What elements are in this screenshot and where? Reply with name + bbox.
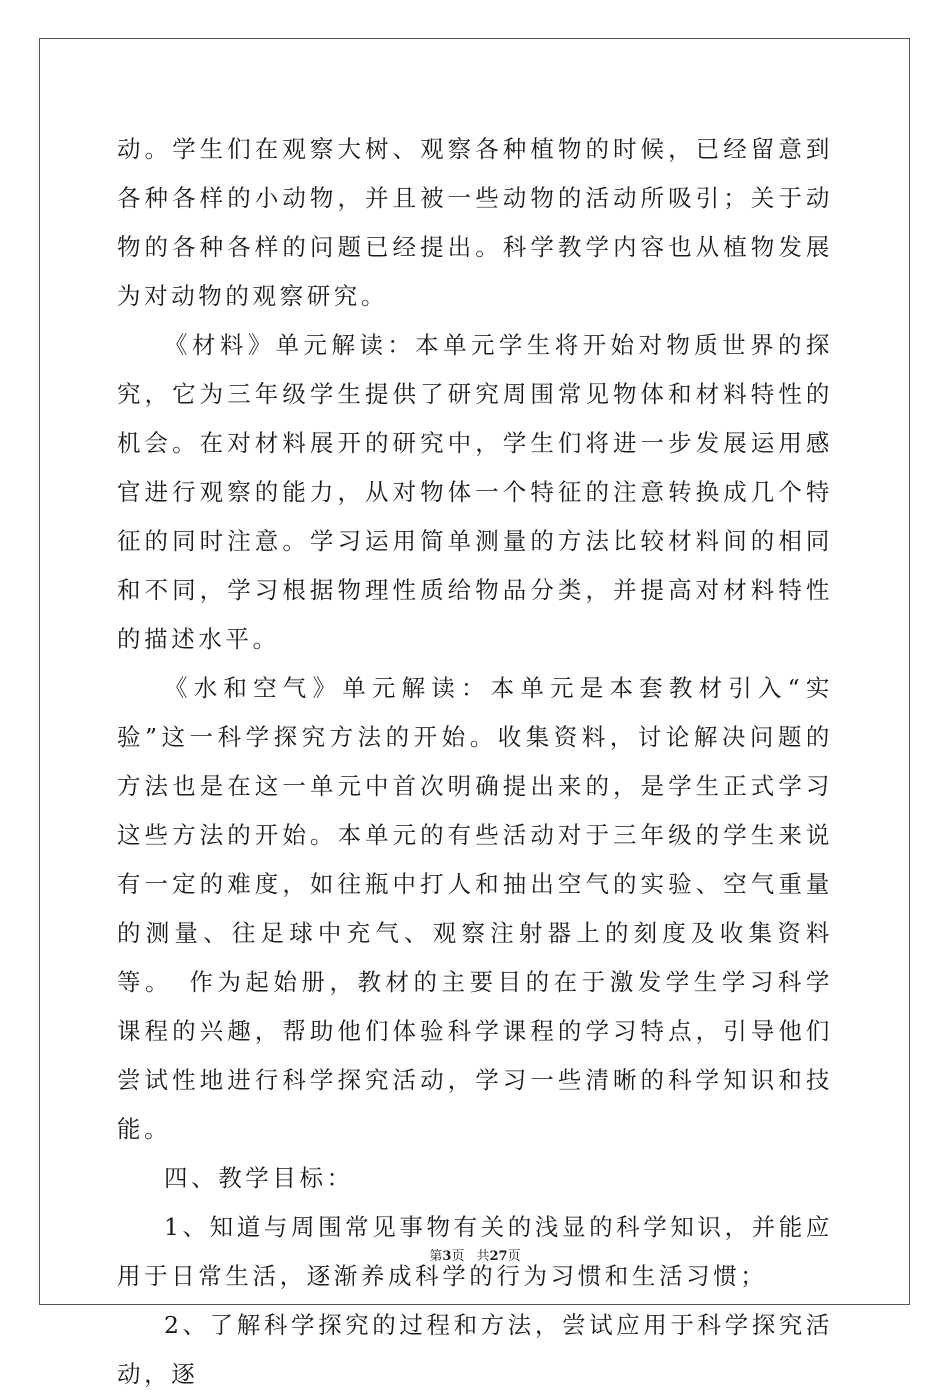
page-number: 3 <box>442 1249 452 1264</box>
page-prefix: 第 <box>429 1249 443 1264</box>
goal-item-2: 2、了解科学探究的过程和方法，尝试应用于科学探究活动，逐 <box>117 1311 833 1388</box>
total-prefix: 共 <box>476 1249 490 1264</box>
page-footer <box>0 1248 950 1266</box>
document-body <box>117 125 833 1399</box>
page-suffix: 页 <box>451 1249 465 1264</box>
total-suffix: 页 <box>507 1249 521 1264</box>
section-heading-teaching-goals: 四、教学目标： <box>164 1164 354 1192</box>
goal-item-1: 1、知道与周围常见事物有关的浅显的科学知识，并能应用于日常生活，逐渐养成科学的行为习惯和生活习惯； <box>117 1213 833 1290</box>
paragraph-materials-unit: 《材料》单元解读：本单元学生将开始对物质世界的探究，它为三年级学生提供了研究周围常见物体和材料特性的机会。在对材料展开的研究中，学生们将进一步发展运用感官进行观察的能力，从对物体一个特征的注意转换成几个特征的同时注意。学习运用简单测量的方法比较材料间的相同和不同，学习根据物理性质给物品分类，并提高对材料特性的描述水平。 <box>117 331 833 653</box>
paragraph-1: 动。学生们在观察大树、观察各种植物的时候，已经留意到各种各样的小动物，并且被一些动物的活动所吸引；关于动物的各种各样的问题已经提出。科学教学内容也从植物发展为对动物的观察研究。 <box>117 135 833 310</box>
paragraph-water-air-unit: 《水和空气》单元解读：本单元是本套教材引入“实验”这一科学探究方法的开始。收集资料，讨论解决问题的方法也是在这一单元中首次明确提出来的，是学生正式学习这些方法的开始。本单元的有些活动对于三年级的学生来说有一定的难度，如往瓶中打人和抽出空气的实验、空气重量的测量、往足球中充气、观察注射器上的刻度及收集资料等。 作为起始册，教材的主要目的在于激发学生学习科学课程的兴趣，帮助他们体验科学课程的学习特点，引导他们尝试性地进行科学探究活动，学习一些清晰的科学知识和技能。 <box>117 674 833 1143</box>
total-pages: 27 <box>489 1249 508 1264</box>
